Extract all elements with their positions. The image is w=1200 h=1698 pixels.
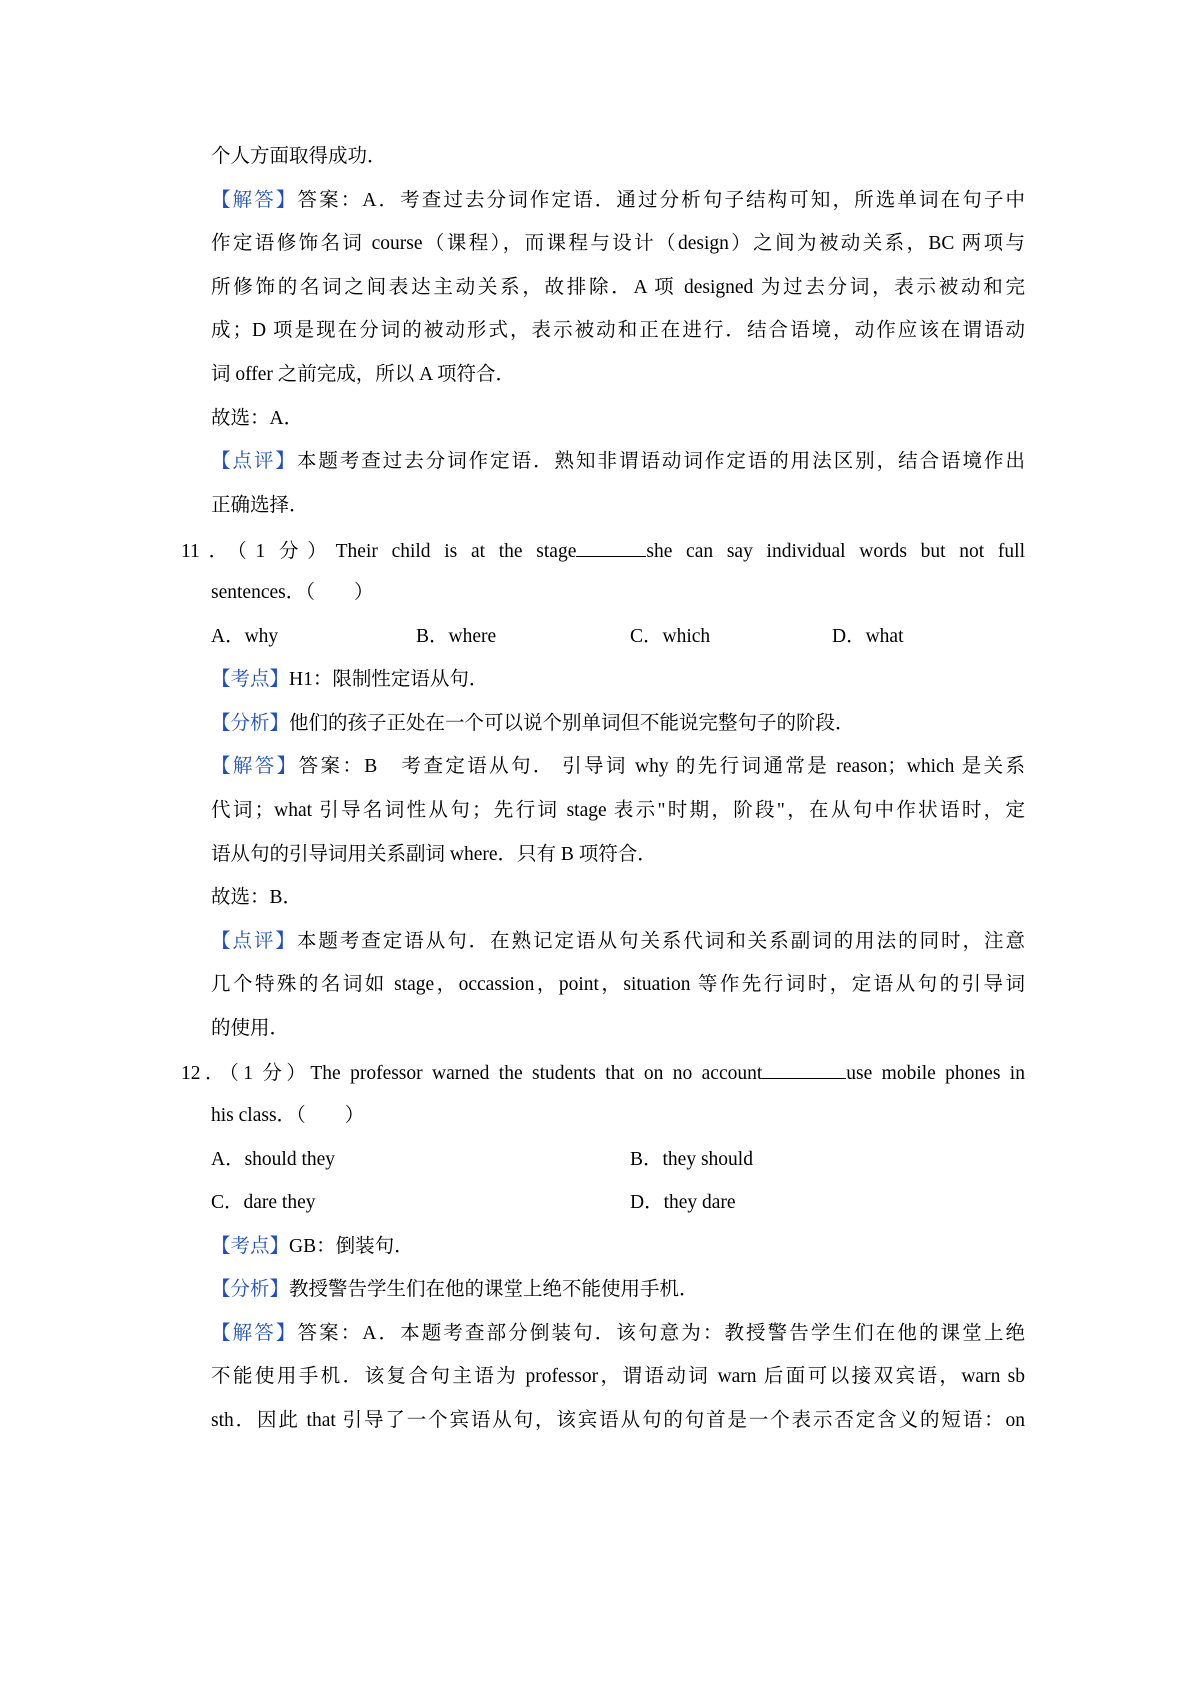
kaodian-line: 【考点】H1：限制性定语从句．: [211, 669, 489, 690]
choose-line: 故选：A．: [211, 408, 304, 429]
option-b: B．where: [416, 626, 497, 647]
fenxi-line: 【分析】他们的孩子正处在一个可以说个别单词但不能说完整句子的阶段．: [211, 713, 855, 734]
answer-line: sth．因此 that 引导了一个宾语从句，该宾语从句的句首是一个表示否定含义的短语：on: [211, 1410, 1025, 1431]
tag-jieda: 【解答】: [211, 1323, 298, 1344]
option-a: A．why: [211, 626, 279, 647]
kaodian-line: 【考点】GB：倒装句．: [211, 1236, 414, 1257]
answer-line: 语从句的引导词用关系副词 where．只有 B 项符合．: [211, 844, 657, 865]
option-c: C．which: [630, 626, 711, 647]
answer-line: 词 offer 之前完成，所以 A 项符合．: [211, 364, 516, 385]
tag-jieda: 【解答】: [211, 756, 299, 777]
question-12-stem: 12．（1 分）The professor warned the students that on no account use mobile phones in: [181, 1060, 1025, 1086]
question-12-stem: his class．（ ）: [211, 1105, 365, 1126]
tag-dianping: 【点评】: [211, 931, 297, 952]
tag-kaodian: 【考点】: [211, 669, 290, 690]
answer-line: 【解答】答案：A．考查过去分词作定语．通过分析句子结构可知，所选单词在句子中: [211, 190, 1025, 211]
answer-line: 不能使用手机．该复合句主语为 professor，谓语动词 warn 后面可以接双宾语，warn sb: [211, 1366, 1025, 1387]
tag-kaodian: 【考点】: [211, 1236, 290, 1257]
answer-blank: [762, 1060, 846, 1079]
answer-line: 成；D 项是现在分词的被动形式，表示被动和正在进行．结合语境，动作应该在谓语动: [211, 320, 1025, 341]
question-11-stem: 11．（1 分）Their child is at the stage she can say individual words but not full: [181, 538, 1025, 564]
comment-line: 【点评】本题考查定语从句．在熟记定语从句关系代词和关系副词的用法的同时，注意: [211, 931, 1025, 952]
answer-blank: [576, 538, 646, 557]
answer-line: 作定语修饰名词 course（课程），而课程与设计（design）之间为被动关系，BC 两项与: [211, 233, 1025, 254]
comment-line: 几个特殊的名词如 stage，occassion，point，situation 等作先行词时，定语从句的引导词: [211, 974, 1025, 995]
comment-line: 的使用．: [211, 1018, 290, 1039]
option-b: B．they should: [630, 1149, 753, 1170]
option-a: A．should they: [211, 1149, 336, 1170]
tag-fenxi: 【分析】: [211, 1279, 290, 1300]
tag-jieda: 【解答】: [211, 190, 298, 211]
comment-line: 正确选择．: [211, 495, 309, 516]
answer-line: 【解答】答案：A．本题考查部分倒装句．该句意为：教授警告学生们在他的课堂上绝: [211, 1323, 1025, 1344]
fenxi-line: 【分析】教授警告学生们在他的课堂上绝不能使用手机．: [211, 1279, 699, 1300]
option-d: D．what: [832, 626, 904, 647]
option-d: D．they dare: [630, 1192, 736, 1213]
answer-line: 代词；what 引导名词性从句；先行词 stage 表示"时期，阶段"，在从句中作状语时，定: [211, 800, 1025, 821]
comment-line: 【点评】本题考查过去分词作定语．熟知非谓语动词作定语的用法区别，结合语境作出: [211, 451, 1025, 472]
tag-dianping: 【点评】: [211, 451, 297, 472]
text-line: 个人方面取得成功．: [211, 146, 387, 167]
choose-line: 故选：B．: [211, 887, 303, 908]
option-c: C．dare they: [211, 1192, 316, 1213]
answer-line: 所修饰的名词之间表达主动关系，故排除．A 项 designed 为过去分词，表示被动和完: [211, 277, 1025, 298]
question-11-stem: sentences．（ ）: [211, 582, 374, 603]
tag-fenxi: 【分析】: [211, 713, 290, 734]
answer-line: 【解答】答案：B 考查定语从句． 引导词 why 的先行词通常是 reason；which 是关系: [211, 756, 1025, 777]
